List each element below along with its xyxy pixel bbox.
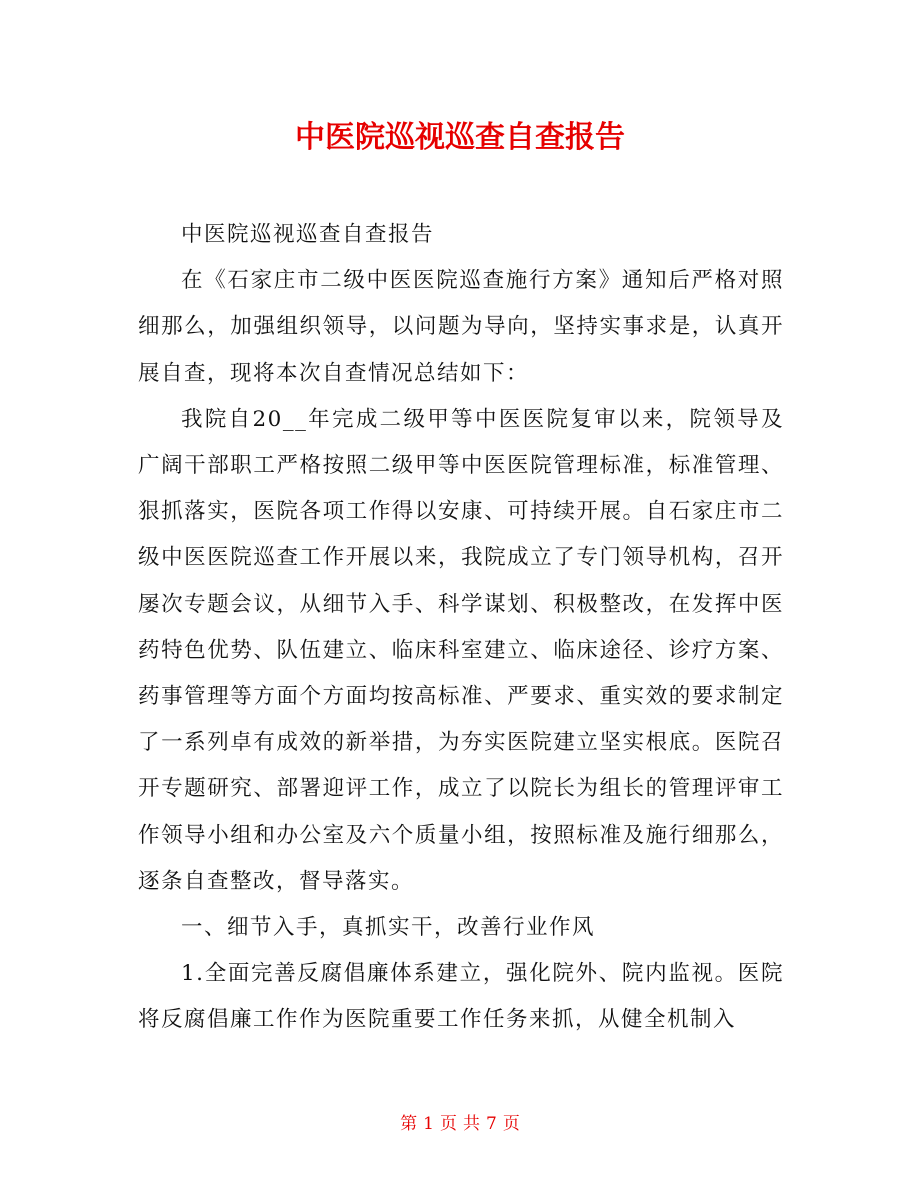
footer-label-unit: 页	[440, 1114, 457, 1134]
footer-current-page: 1	[423, 1114, 434, 1134]
page-footer	[0, 1112, 920, 1136]
footer-label-page: 第	[400, 1114, 418, 1134]
paragraph-intro: 在《石家庄市二级中医医院巡查施行方案》通知后严格对照细那么，加强组织领导，以问题为导向，坚持实事求是，认真开展自查，现将本次自查情况总结如下：	[138, 268, 784, 386]
page-title: 中医院巡视巡查自查报告	[295, 120, 625, 155]
paragraph-overview: 我院自20__年完成二级甲等中医医院复审以来，院领导及广阔干部职工严格按照二级甲等中医医院管理标准，标准管理、狠抓落实，医院各项工作得以安康、可持续开展。自石家庄市二级中医医院巡查工作开展以来，我院成立了专门领导机构，召开屡次专题会议，从细节入手、科学谋划、积极整改，在发挥中医药特色优势、队伍建立、临床科室建立、临床途径、诊疗方案、药事管理等方面个方面均按高标准、严要求、重实效的要求制定了一系列卓有成效的新举措，为夯实医院建立坚实根底。医院召开专题研究、部署迎评工作，成立了以院长为组长的管理评审工作领导小组和办公室及六个质量小组，按照标准及施行细那么，逐条自查整改，督导落实。	[138, 406, 784, 894]
document-body	[138, 212, 784, 1044]
footer-label-total: 共	[463, 1114, 480, 1134]
footer-label-unit2: 页	[502, 1114, 520, 1134]
section-heading-1: 一、细节入手，真抓实干，改善行业作风	[181, 915, 596, 941]
paragraph-item-1: 1.全面完善反腐倡廉体系建立，强化院外、院内监视。医院将反腐倡廉工作作为医院重要工作任务来抓，从健全机制入	[138, 961, 784, 1033]
paragraph-heading: 中医院巡视巡查自查报告	[181, 222, 435, 247]
footer-total-pages: 7	[486, 1114, 497, 1134]
